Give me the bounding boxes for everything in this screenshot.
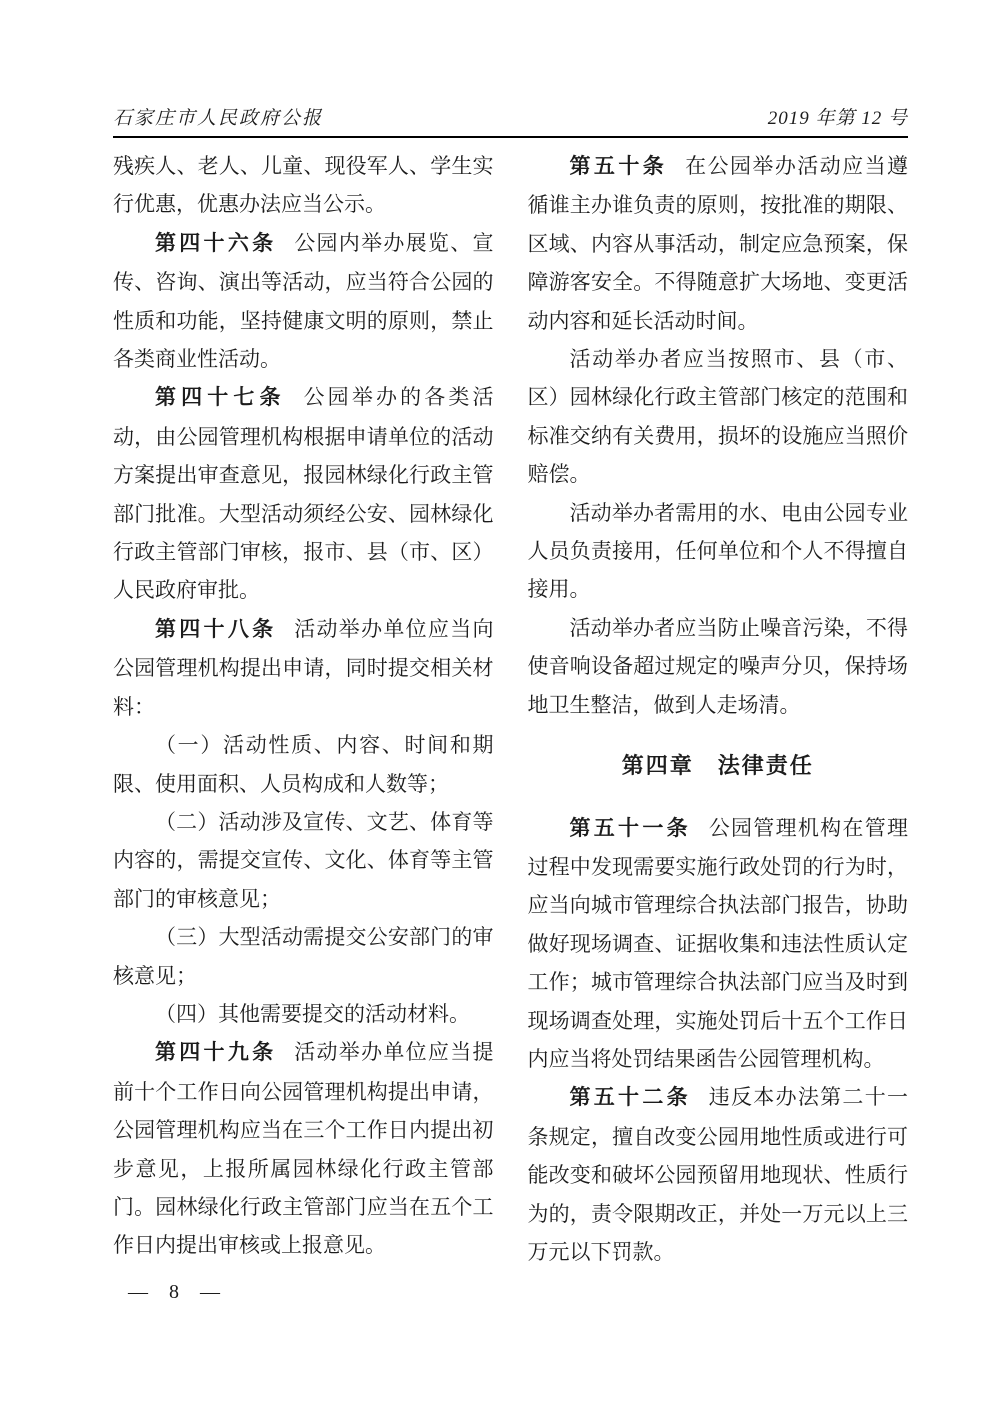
article-paragraph: 第四十六条 公园内举办展览、宣传、咨询、演出等活动，应当符合公园的性质和功能，坚持健康文明的原则，禁止各类商业性活动。	[113, 230, 494, 372]
paragraph: 活动举办者需用的水、电由公园专业人员负责接用，任何单位和个人不得擅自接用。	[527, 500, 908, 602]
article-paragraph: 第五十条 在公园举办活动应当遵循谁主办谁负责的原则，按批准的期限、区域、内容从事活动，制定应急预案，保障游客安全。不得随意扩大场地、变更活动内容和延长活动时间。	[527, 154, 909, 333]
chapter-heading: 第四章 法律责任	[621, 753, 814, 779]
page-number: — 8 —	[128, 1281, 220, 1304]
right-column	[528, 147, 909, 1271]
article-number: 第四十八条	[155, 617, 277, 641]
page-footer	[113, 1279, 908, 1305]
list-item: （四）其他需要提交的活动材料。	[155, 1001, 470, 1026]
list-item: （二）活动涉及宣传、文艺、体育等内容的，需提交宣传、文化、体育等主管部门的审核意见；	[113, 809, 494, 911]
article-paragraph: 第四十九条 活动举办单位应当提前十个工作日向公园管理机构提出申请，公园管理机构应当在三个工作日内提出初步意见，上报所属园林绿化行政主管部门。园林绿化行政主管部门应当在五个工作日内提出审核或上报意见。	[113, 1040, 494, 1258]
paragraph: 残疾人、老人、儿童、现役军人、学生实行优惠，优惠办法应当公示。	[113, 154, 494, 217]
page-header	[113, 106, 908, 132]
article-number: 第五十一条	[569, 816, 691, 840]
left-column	[113, 147, 494, 1271]
issue-number: 2019 年第 12 号	[767, 108, 908, 129]
header-rule	[113, 136, 908, 138]
article-number: 第五十条	[569, 155, 668, 178]
paragraph: 活动举办者应当防止噪音污染，不得使音响设备超过规定的噪声分贝，保持场地卫生整洁，做到人走场清。	[527, 615, 908, 717]
article-number: 第五十二条	[569, 1086, 691, 1110]
article-paragraph: 第四十七条 公园举办的各类活动，由公园管理机构根据申请单位的活动方案提出审查意见，报园林绿化行政主管部门批准。大型活动须经公安、园林绿化行政主管部门审核，报市、县（市、区）人民政府审批。	[113, 385, 494, 603]
article-number: 第四十七条	[155, 386, 286, 410]
content-columns	[113, 147, 908, 1271]
gazette-title: 石家庄市人民政府公报	[113, 108, 324, 129]
article-number: 第四十六条	[155, 231, 277, 255]
list-item: （三）大型活动需提交公安部门的审核意见；	[113, 925, 494, 988]
list-item: （一）活动性质、内容、时间和期限、使用面积、人员构成和人数等；	[113, 733, 494, 796]
article-paragraph: 第五十一条 公园管理机构在管理过程中发现需要实施行政处罚的行为时，应当向城市管理综合执法部门报告，协助做好现场调查、证据收集和违法性质认定工作；城市管理综合执法部门应当及时到现场调查处理，实施处罚后十五个工作日内应当将处罚结果函告公园管理机构。	[527, 815, 908, 1071]
article-paragraph: 第四十八条 活动举办单位应当向公园管理机构提出申请，同时提交相关材料：	[113, 616, 494, 719]
article-number: 第四十九条	[155, 1041, 277, 1065]
article-paragraph: 第五十二条 违反本办法第二十一条规定，擅自改变公园用地性质或进行可能改变和破坏公园预留用地现状、性质行为的，责令限期改正，并处一万元以上三万元以下罚款。	[527, 1085, 908, 1264]
paragraph: 活动举办者应当按照市、县（市、区）园林绿化行政主管部门核定的范围和标准交纳有关费用，损坏的设施应当照价赔偿。	[527, 347, 908, 487]
